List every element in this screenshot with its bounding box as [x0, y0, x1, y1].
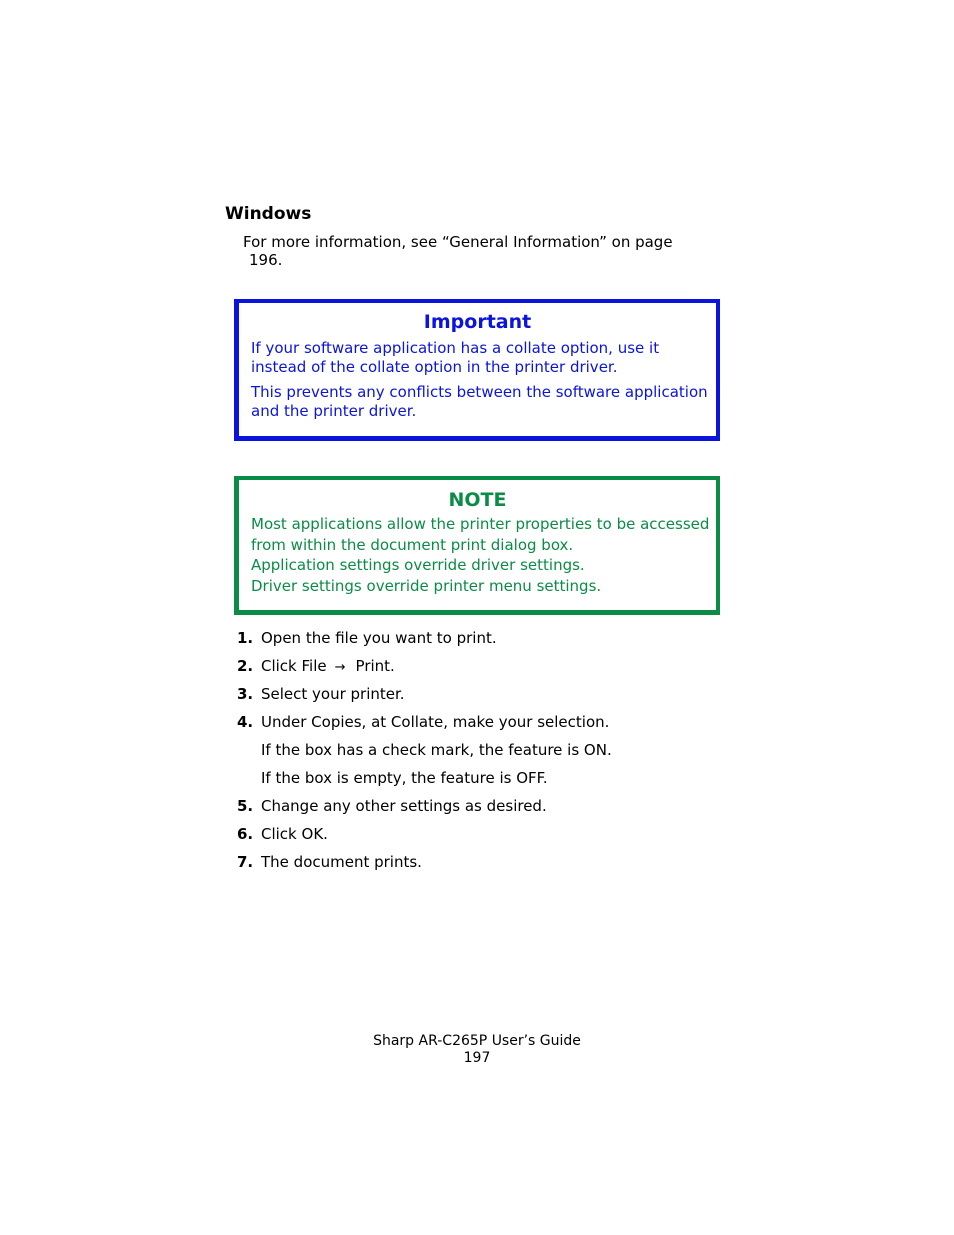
- step-text-before: Click File: [261, 657, 327, 675]
- note-paragraph-2: Application settings override driver settings.: [251, 556, 585, 574]
- important-paragraph-1: If your software application has a collate option, use it instead of the collate option in the printer driver.: [251, 339, 660, 376]
- section-heading: Windows: [225, 204, 312, 224]
- intro-paragraph: [243, 233, 713, 269]
- note-paragraph-1: Most applications allow the printer properties to be accessed from within the document print dialog box.: [251, 515, 710, 554]
- step-text: Change any other settings as desired.: [261, 797, 547, 815]
- steps-list: [237, 628, 717, 880]
- step-item: [237, 824, 717, 852]
- step-text: Open the file you want to print.: [261, 629, 497, 647]
- step-number: 1.: [237, 629, 254, 647]
- intro-text-line1: For more information, see “General Information” on page: [243, 233, 673, 251]
- important-box: [234, 299, 720, 441]
- step-text: Under Copies, at Collate, make your selection.: [261, 713, 610, 731]
- step-subitem: [237, 768, 717, 796]
- step-item: [237, 852, 717, 880]
- step-number: 7.: [237, 853, 254, 871]
- intro-text-line2: 196.: [249, 251, 283, 269]
- arrow-right-icon: →: [334, 660, 346, 675]
- step-number: 6.: [237, 825, 254, 843]
- step-number: 3.: [237, 685, 254, 703]
- step-item: [237, 628, 717, 656]
- important-paragraph-2: This prevents any conflicts between the software application and the printer driver.: [251, 383, 708, 420]
- note-title: NOTE: [448, 489, 507, 511]
- step-number: 2.: [237, 657, 254, 675]
- step-number: 5.: [237, 797, 254, 815]
- step-text: [261, 656, 395, 678]
- step-text: Click OK.: [261, 825, 328, 843]
- footer-guide-title: Sharp AR-C265P User’s Guide: [373, 1033, 581, 1049]
- step-text: Select your printer.: [261, 685, 405, 703]
- note-box: [234, 476, 720, 615]
- step-item: [237, 684, 717, 712]
- step-subtext: If the box is empty, the feature is OFF.: [261, 769, 548, 787]
- step-subtext: If the box has a check mark, the feature is ON.: [261, 741, 612, 759]
- step-item: [237, 796, 717, 824]
- step-text-after: Print.: [355, 657, 395, 675]
- step-subitem: [237, 740, 717, 768]
- footer-page-number: 197: [463, 1050, 491, 1066]
- note-paragraph-3: Driver settings override printer menu settings.: [251, 577, 602, 595]
- step-text: The document prints.: [261, 853, 422, 871]
- step-item: [237, 712, 717, 740]
- important-title: Important: [423, 311, 532, 333]
- step-item: [237, 656, 717, 684]
- step-number: 4.: [237, 713, 254, 731]
